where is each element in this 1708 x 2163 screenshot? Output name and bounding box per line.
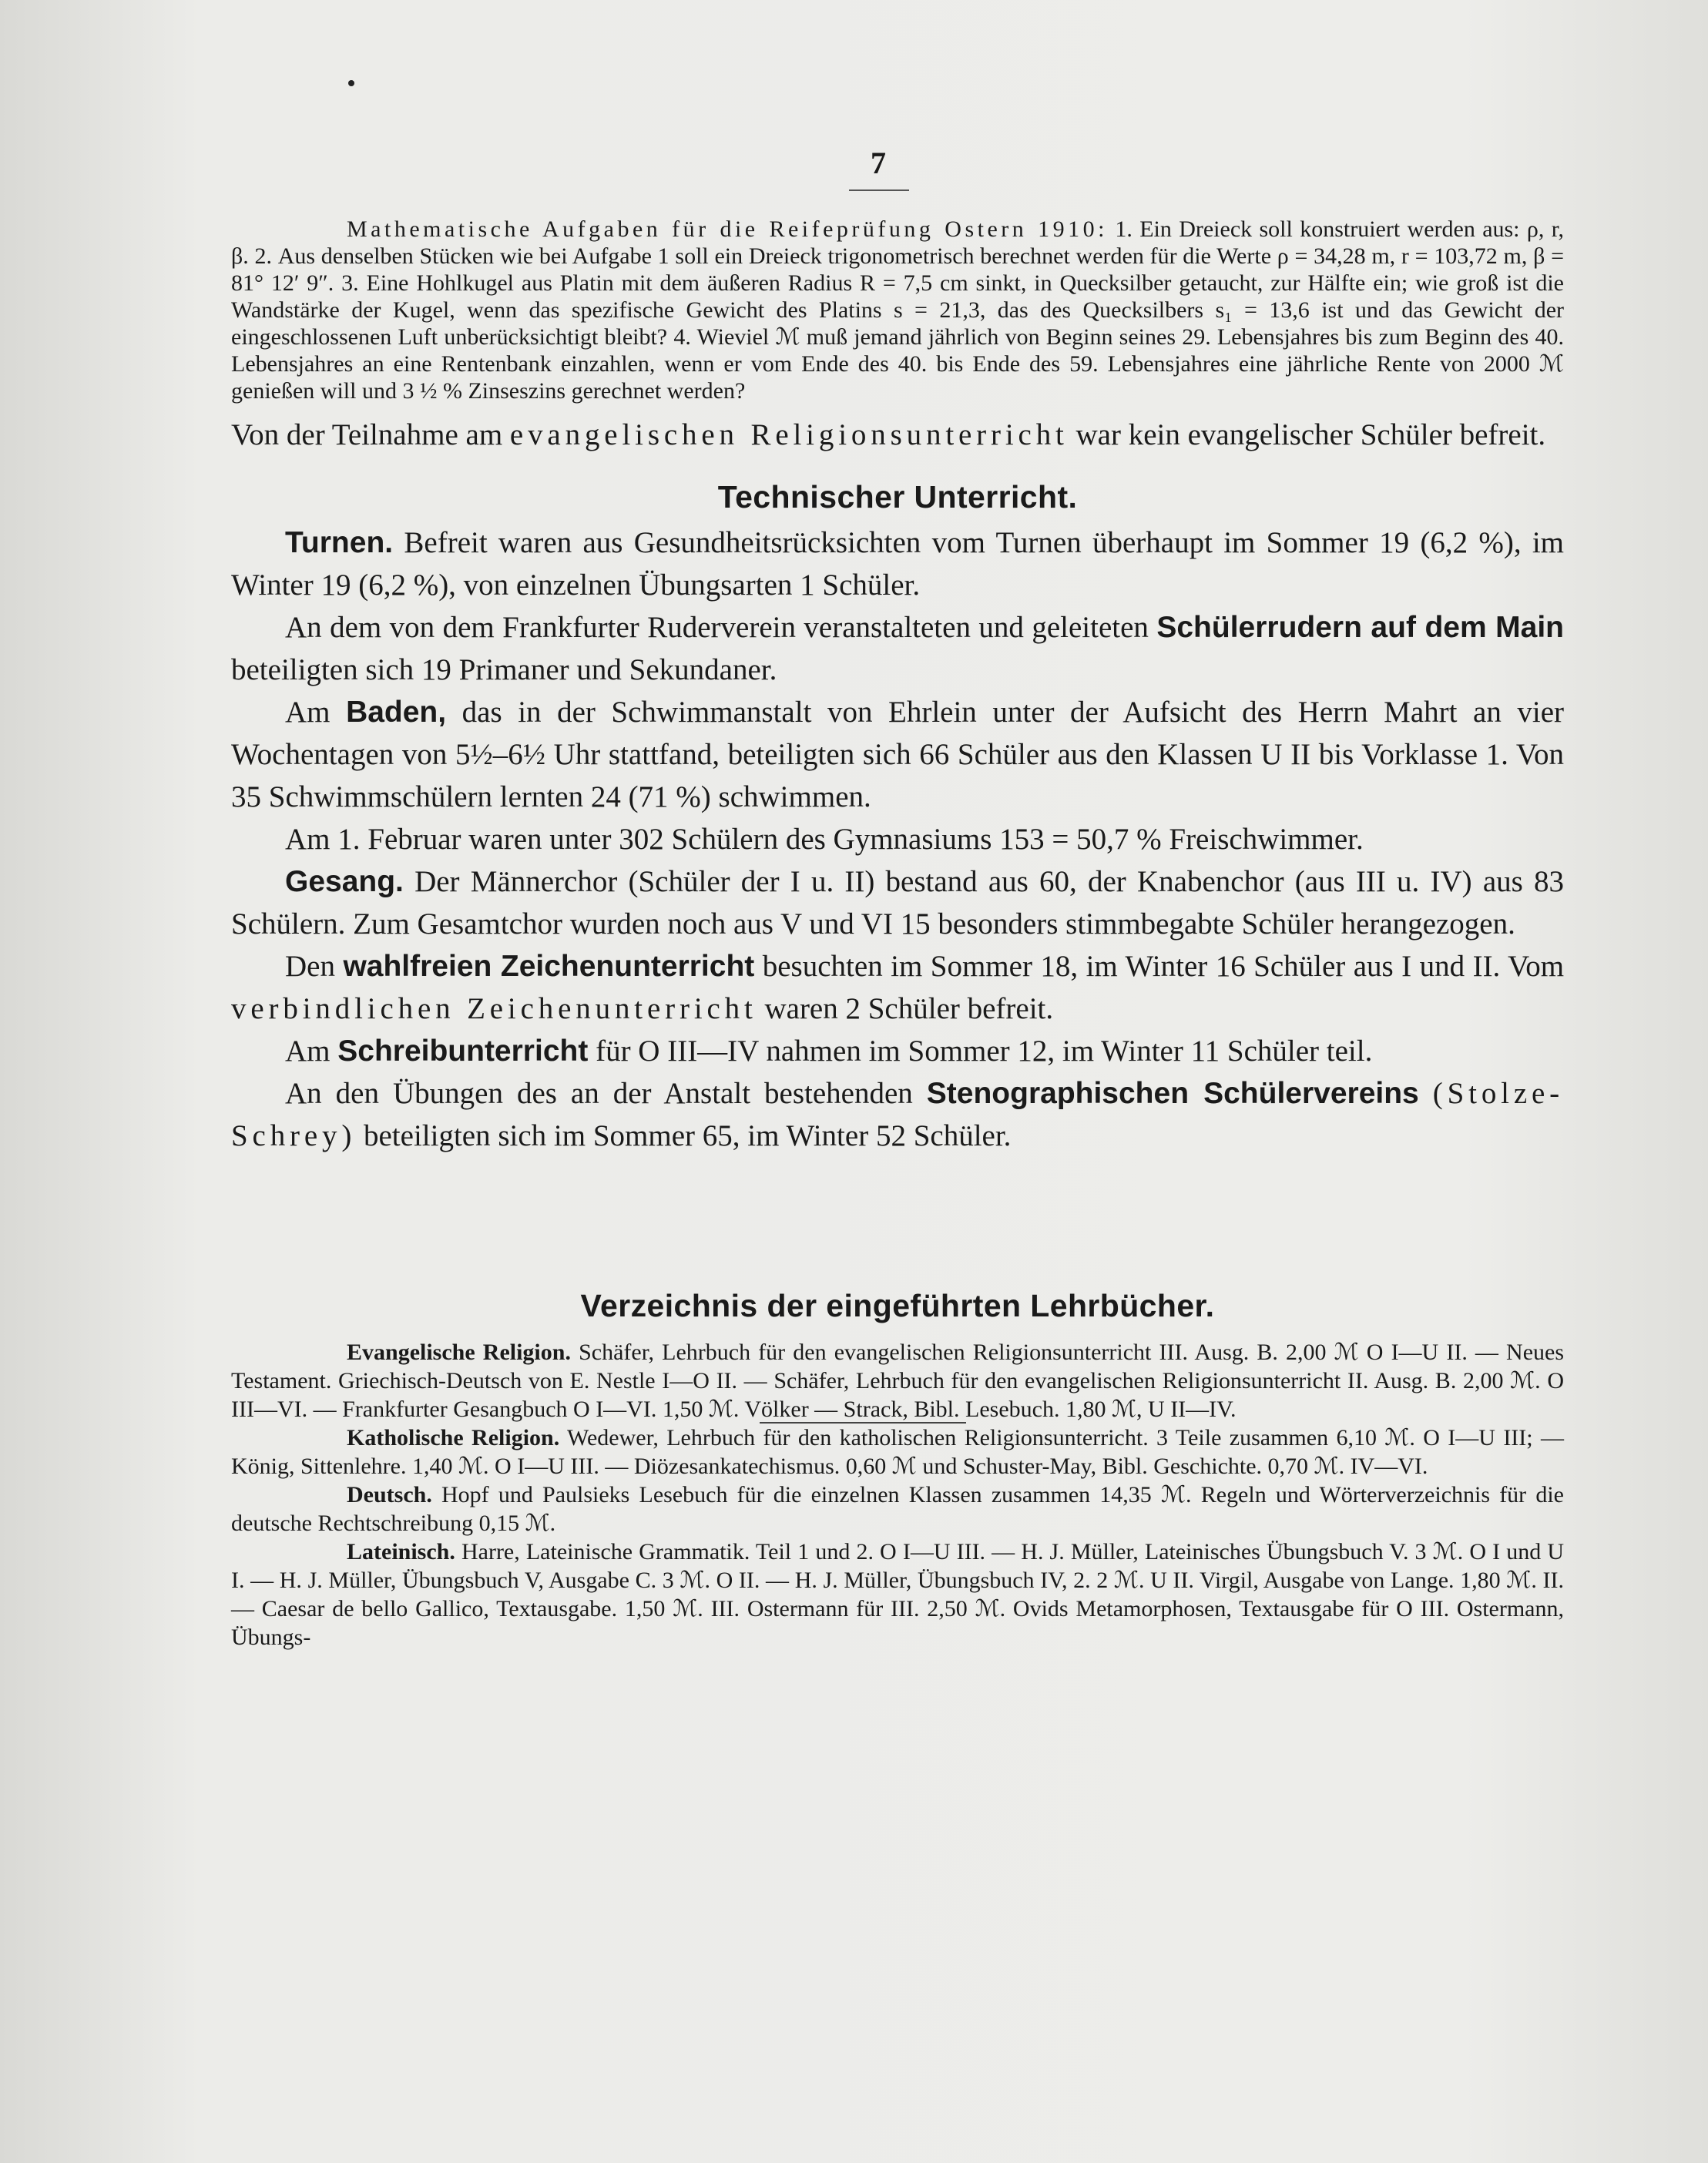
- schreiben-pre: Am: [285, 1035, 331, 1068]
- book-entry-text: Hopf und Paulsieks Lesebuch für die einzelnen Klassen zusammen 14,35 ℳ. Regeln und Wörterverzeichnis für die deutsche Rechtschreibung 0,15 ℳ.: [231, 1482, 1564, 1536]
- ink-speck: [348, 80, 354, 86]
- schreiben-post: für O III—IV nahmen im Sommer 12, im Winter 11 Schüler teil.: [596, 1035, 1373, 1068]
- math-exam-lead: Mathematische Aufgaben für die Reifeprüfung Ostern 1910:: [347, 216, 1108, 242]
- book-entry-label: Deutsch.: [347, 1482, 432, 1507]
- zeichnen-post: waren 2 Schüler befreit.: [764, 992, 1054, 1025]
- rudern-pre: An dem von dem Frankfurter Ruderverein veranstalteten und geleiteten: [285, 611, 1149, 644]
- book-entry-text: Harre, Lateinische Grammatik. Teil 1 und 2. O I—U III. — H. J. Müller, Lateinisches Übungsbuch V. 3 ℳ. O I und U I. — H. J. Müller, Übungsbuch V, Ausgabe C. 3 ℳ. O II. — H. J. Müller, Übungsbuch IV, 2. 2 ℳ. U II. Virgil, Ausgabe von Lange. 1,80 ℳ. II. — Caesar de bello Gallico, Textausgabe. 1,50 ℳ. III. Ostermann für III. 2,50 ℳ. Ovids Metamorphosen, Textausgabe für O III. Ostermann, Übungs-: [231, 1539, 1564, 1650]
- book-entry-lateinisch: [231, 1538, 1564, 1652]
- zeichnen-paragraph: [231, 945, 1564, 1030]
- technical-heading: Technischer Unterricht.: [717, 479, 1078, 515]
- steno-post: beteiligten sich im Sommer 65, im Winter 52 Schüler.: [364, 1119, 1012, 1152]
- turnen-label: Turnen.: [285, 526, 394, 559]
- books-heading: Verzeichnis der eingeführten Lehrbücher.: [580, 1288, 1215, 1323]
- rudern-paragraph: [231, 606, 1564, 691]
- schreiben-paragraph: [231, 1030, 1564, 1072]
- religion-exempt-spaced: evangelischen Religionsunterricht: [509, 418, 1069, 451]
- book-entry-label: Evangelische Religion.: [347, 1340, 571, 1365]
- schreiben-bold: Schreibunterricht: [337, 1035, 589, 1068]
- book-entry-evangelisch: [231, 1338, 1564, 1424]
- book-entry-label: Katholische Religion.: [347, 1425, 560, 1450]
- turnen-text: Befreit waren aus Gesundheitsrücksichten vom Turnen überhaupt im Sommer 19 (6,2 %), im Winter 19 (6,2 %), von einzelnen Übungsarten 1 Schüler.: [231, 526, 1565, 602]
- page-number: 7: [871, 146, 886, 180]
- section-separator: [760, 1422, 966, 1424]
- book-entry-katholisch: [231, 1424, 1564, 1481]
- baden-pre: Am: [285, 696, 331, 729]
- religion-exempt-post: war kein evangelischer Schüler befreit.: [1075, 418, 1546, 451]
- math-exam-paragraph: [231, 216, 1564, 404]
- steno-bold: Stenographischen Schülervereins: [926, 1077, 1419, 1110]
- gesang-label: Gesang.: [285, 865, 404, 898]
- book-entry-text: Wedewer, Lehrbuch für den katholischen Religionsunterricht. 3 Teile zusammen 6,10 ℳ. O I—U III; — König, Sittenlehre. 1,40 ℳ. O I—U III. — Diözesankatechismus. 0,60 ℳ und Schuster-May, Bibl. Geschichte. 0,70 ℳ. IV—VI.: [231, 1425, 1564, 1479]
- rudern-post: beteiligten sich 19 Primaner und Sekundaner.: [231, 653, 777, 686]
- baden-bold: Baden,: [346, 696, 447, 729]
- page-content: [231, 216, 1564, 1652]
- religion-exempt-pre: Von der Teilnahme am: [231, 418, 503, 451]
- februar-text: Am 1. Februar waren unter 302 Schülern des Gymnasiums 153 = 50,7 % Freischwimmer.: [285, 823, 1364, 856]
- gesang-paragraph: [231, 860, 1564, 945]
- book-entry-text: Schäfer, Lehrbuch für den evangelischen Religionsunterricht III. Ausg. B. 2,00 ℳ O I—U II. — Neues Testament. Griechisch-Deutsch von E. Nestle I—O II. — Schäfer, Lehrbuch für den evangelischen Religionsunterricht II. Ausg. B. 2,00 ℳ. O III—VI. — Frankfurter Gesangbuch O I—VI. 1,50 ℳ. Völker — Strack, Bibl. Lesebuch. 1,80 ℳ, U II—IV.: [231, 1340, 1565, 1422]
- math-exam-body: 1. Ein Dreieck soll konstruiert werden aus: ρ, r, β. 2. Aus denselben Stücken wie bei Aufgabe 1 soll ein Dreieck trigonometrisch berechnet werden für die Werte ρ = 34,28 m, r = 103,72 m, β = 81° 12′ 9″. 3. Eine Hohlkugel aus Platin mit dem äußeren Radius R = 7,5 cm sinkt, in Quecksilber getaucht, zur Hälfte ein; wie groß ist die Wandstärke der Kugel, wenn das spezifische Gewicht des Platins s = 21,3, das des Quecksilbers s₁ = 13,6 ist und das Gewicht der eingeschlossenen Luft unberücksichtigt bleibt? 4. Wieviel ℳ muß jemand jährlich von Beginn seines 29. Lebensjahres bis zum Beginn des 40. Lebensjahres an eine Rentenbank einzahlen, wenn er vom Ende des 40. bis Ende des 59. Lebensjahres eine jährliche Rente von 2000 ℳ genießen will und 3 ½ % Zinseszins gerechnet werden?: [231, 216, 1564, 404]
- zeichnen-bold: wahlfreien Zeichenunterricht: [343, 950, 755, 983]
- religion-exempt-paragraph: [231, 414, 1564, 456]
- turnen-paragraph: [231, 521, 1564, 606]
- page-number-rule: [849, 189, 909, 191]
- zeichnen-mid: besuchten im Sommer 18, im Winter 16 Schüler aus I und II. Vom: [762, 950, 1565, 983]
- steno-paragraph: [231, 1072, 1564, 1157]
- zeichnen-spaced: verbindlichen Zeichenunterricht: [231, 992, 757, 1025]
- gesang-text: Der Männerchor (Schüler der I u. II) bestand aus 60, der Knabenchor (aus III u. IV) aus 83 Schülern. Zum Gesamtchor wurden noch aus V und VI 15 besonders stimmbegabte Schüler herangezogen.: [231, 865, 1564, 941]
- book-entry-deutsch: [231, 1481, 1564, 1538]
- baden-post: das in der Schwimmanstalt von Ehrlein unter der Aufsicht des Herrn Mahrt an vier Wochentagen von 5½–6½ Uhr stattfand, beteiligten sich 66 Schüler aus den Klassen U II bis Vorklasse 1. Von 35 Schwimmschülern lernten 24 (71 %) schwimmen.: [231, 696, 1565, 813]
- book-entry-label: Lateinisch.: [347, 1539, 455, 1564]
- section-gap: [231, 1157, 1564, 1288]
- februar-paragraph: [231, 818, 1564, 860]
- steno-pre: An den Übungen des an der Anstalt bestehenden: [285, 1077, 913, 1110]
- zeichnen-pre: Den: [285, 950, 335, 983]
- rudern-bold: Schülerrudern auf dem Main: [1156, 611, 1564, 644]
- steno-spaced: (Stolze-Schrey): [231, 1077, 1565, 1152]
- baden-paragraph: [231, 691, 1564, 818]
